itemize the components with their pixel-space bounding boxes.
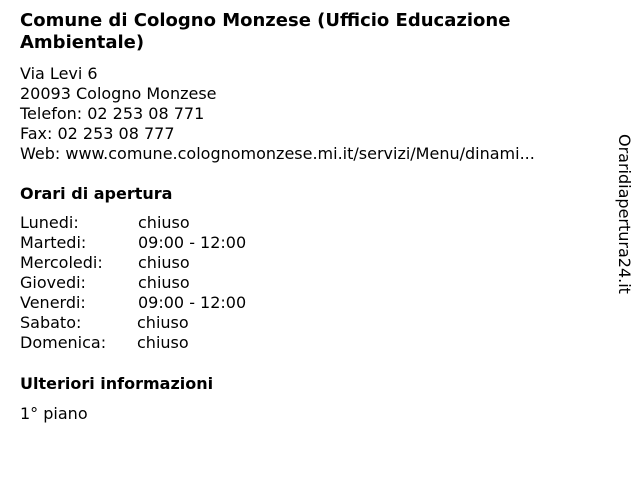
day-label: Martedi: bbox=[20, 233, 87, 252]
hours-value: chiuso bbox=[138, 213, 190, 232]
day-label: Mercoledi: bbox=[20, 253, 103, 272]
opening-hours-heading: Orari di apertura bbox=[20, 184, 173, 203]
day-label: Venerdi: bbox=[20, 293, 86, 312]
day-label: Sabato: bbox=[20, 313, 82, 332]
website-link[interactable]: Web: www.comune.colognomonzese.mi.it/servizi/Menu/dinami... bbox=[20, 144, 535, 163]
day-label: Lunedi: bbox=[20, 213, 79, 232]
fax-number: Fax: 02 253 08 777 bbox=[20, 124, 175, 143]
more-info-text: 1° piano bbox=[20, 404, 88, 423]
more-info-heading: Ulteriori informazioni bbox=[20, 374, 214, 393]
address-block bbox=[20, 64, 535, 164]
hours-value: chiuso bbox=[138, 273, 190, 292]
page-title: Comune di Cologno Monzese (Ufficio Educazione Ambientale) bbox=[20, 10, 511, 53]
city-address: 20093 Cologno Monzese bbox=[20, 84, 217, 103]
hours-value: chiuso bbox=[138, 253, 190, 272]
street-address: Via Levi 6 bbox=[20, 64, 98, 83]
day-label: Domenica: bbox=[20, 333, 107, 352]
site-watermark: Oraridiapertura24.it bbox=[615, 134, 634, 294]
hours-value: 09:00 - 12:00 bbox=[138, 293, 247, 312]
hours-value: chiuso bbox=[137, 333, 189, 352]
phone-number: Telefon: 02 253 08 771 bbox=[20, 104, 205, 123]
hours-value: chiuso bbox=[137, 313, 189, 332]
hours-value: 09:00 - 12:00 bbox=[138, 233, 247, 252]
day-label: Giovedi: bbox=[20, 273, 86, 292]
